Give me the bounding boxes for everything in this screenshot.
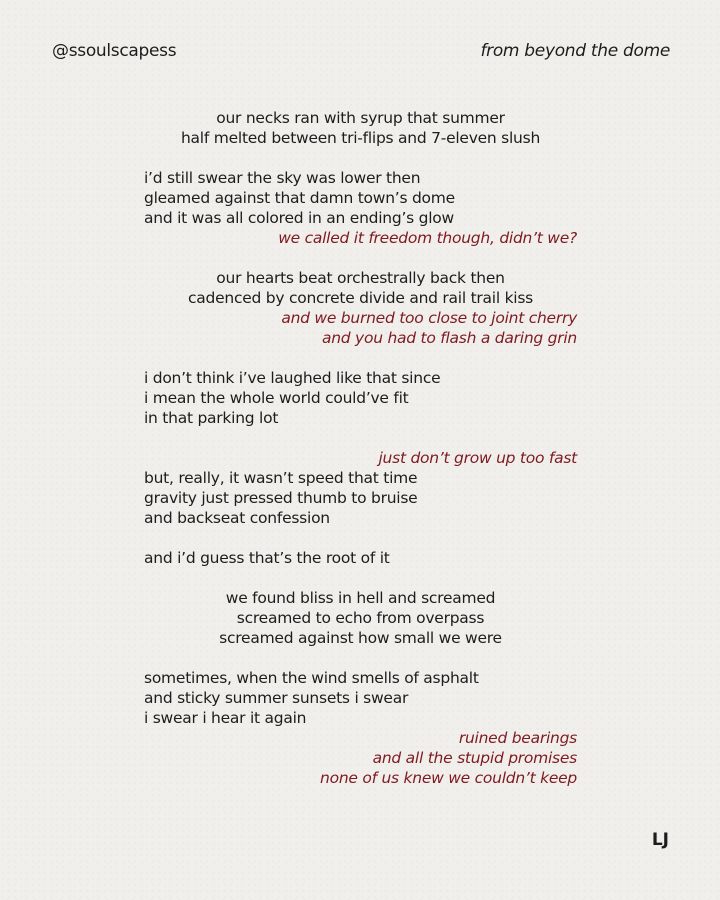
poem-line: sometimes, when the wind smells of asphalt — [144, 669, 479, 687]
poem-line: i swear i hear it again — [144, 709, 307, 727]
poem — [144, 108, 577, 788]
poem-line: but, really, it wasn’t speed that time — [144, 469, 418, 487]
stanza-break — [144, 648, 577, 668]
poem-line: cadenced by concrete divide and rail trail kiss — [187, 289, 534, 307]
stanza-break — [144, 428, 577, 448]
handle: @ssoulscapess — [52, 41, 177, 61]
poem-line-accent: just don’t grow up too fast — [378, 449, 577, 467]
stanza-break — [144, 348, 577, 368]
poem-line-accent: we called it freedom though, didn’t we? — [278, 229, 577, 247]
poem-line: i mean the whole world could’ve fit — [144, 389, 409, 407]
poem-line: i don’t think i’ve laughed like that since — [144, 369, 441, 387]
poem-line: and it was all colored in an ending’s glow — [144, 209, 454, 227]
poem-line: gleamed against that damn town’s dome — [144, 189, 455, 207]
poem-line: screamed against how small we were — [219, 629, 502, 647]
poem-line-accent: and you had to flash a daring grin — [321, 329, 577, 347]
poem-line: i’d still swear the sky was lower then — [144, 169, 421, 187]
poem-line-accent: ruined bearings — [458, 729, 577, 747]
stanza-break — [144, 148, 577, 168]
stanza-break — [144, 528, 577, 548]
poem-line-accent: none of us knew we couldn’t keep — [320, 769, 577, 787]
poem-line: gravity just pressed thumb to bruise — [144, 489, 418, 507]
poem-line: in that parking lot — [144, 409, 279, 427]
poem-line: we found bliss in hell and screamed — [225, 589, 496, 607]
poem-line: and backseat confession — [144, 509, 330, 527]
poem-line-accent: and all the stupid promises — [372, 749, 577, 767]
signature: LJ — [651, 830, 669, 850]
poem-line: our hearts beat orchestrally back then — [216, 269, 505, 287]
stanza-break — [144, 248, 577, 268]
poem-line-accent: and we burned too close to joint cherry — [281, 309, 577, 327]
poem-line: screamed to echo from overpass — [236, 609, 485, 627]
poem-line: our necks ran with syrup that summer — [216, 109, 505, 127]
poem-line: and sticky summer sunsets i swear — [144, 689, 409, 707]
poem-line: and i’d guess that’s the root of it — [144, 549, 390, 567]
series-title: from beyond the dome — [480, 41, 670, 61]
poem-line: half melted between tri-flips and 7-eleven slush — [180, 129, 541, 147]
stanza-break — [144, 568, 577, 588]
